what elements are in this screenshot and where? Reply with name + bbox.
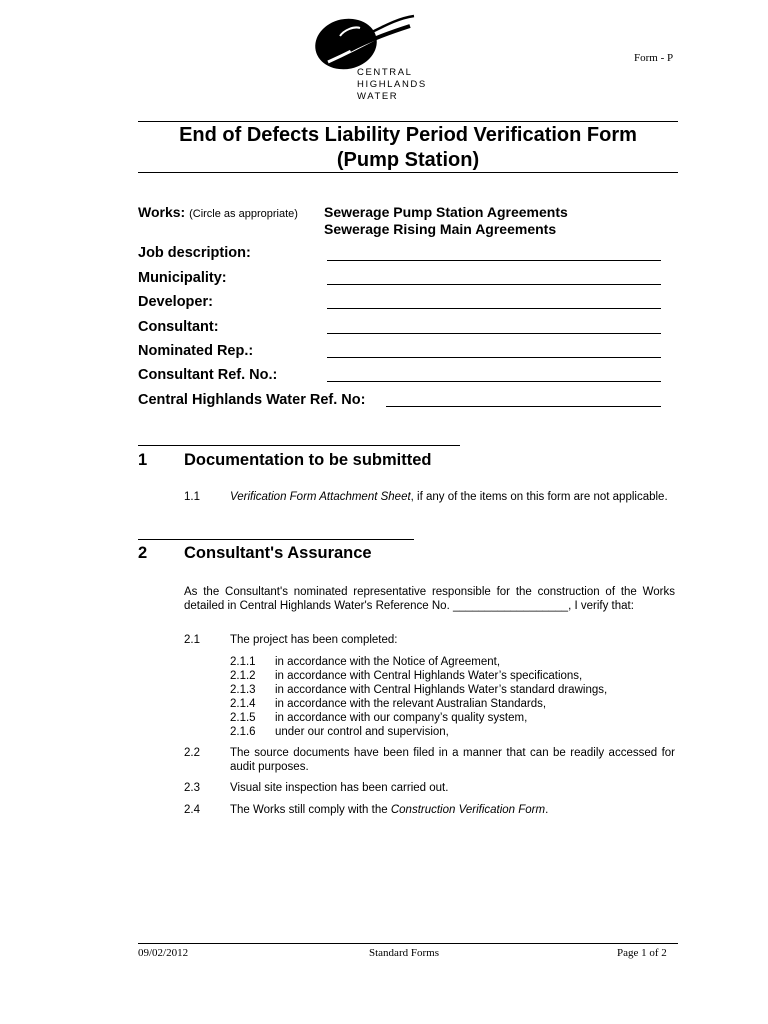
title-top-rule (138, 121, 678, 122)
subitem-2-1-2-text: in accordance with Central Highlands Water’s specifications, (275, 670, 583, 682)
subitem-2-1-4-text: in accordance with the relevant Australian Standards, (275, 698, 547, 710)
footer-title: Standard Forms (369, 947, 439, 959)
form-code: Form - P (634, 52, 674, 64)
subitem-2-1-6-text: under our control and supervision, (275, 726, 449, 738)
section1-number: 1 (138, 451, 148, 469)
consultant-label: Consultant: (138, 319, 219, 335)
item-2-2-number: 2.2 (184, 747, 200, 759)
consultant-field[interactable] (327, 333, 661, 334)
subitem-2-1-3-number: 2.1.3 (230, 684, 256, 696)
section1-rule (138, 445, 460, 446)
item-2-1-number: 2.1 (184, 634, 200, 646)
subitem-2-1-3-text: in accordance with Central Highlands Water’s standard drawings, (275, 684, 608, 696)
municipality-label: Municipality: (138, 270, 227, 286)
footer-rule (138, 943, 678, 944)
item-2-3-number: 2.3 (184, 782, 200, 794)
section1-title: Documentation to be submitted (184, 451, 432, 469)
item-1-1-number: 1.1 (184, 491, 200, 503)
developer-field[interactable] (327, 308, 661, 309)
item-2-4-number: 2.4 (184, 804, 200, 816)
section2-rule (138, 539, 414, 540)
page-title: End of Defects Liability Period Verification Form (Pump Station) (179, 124, 637, 171)
job-description-label: Job description: (138, 245, 251, 261)
item-1-1-text: Verification Form Attachment Sheet, if any of the items on this form are not applicable. (230, 491, 668, 503)
subitem-2-1-5-number: 2.1.5 (230, 712, 256, 724)
section2-title: Consultant's Assurance (184, 544, 372, 562)
item-2-4-text: The Works still comply with the Construction Verification Form. (230, 804, 549, 816)
chw-ref-label: Central Highlands Water Ref. No: (138, 392, 366, 408)
consultant-ref-label: Consultant Ref. No.: (138, 367, 278, 383)
consultant-ref-field[interactable] (327, 381, 661, 382)
chw-ref-field[interactable] (386, 406, 661, 407)
item-2-1-text: The project has been completed: (230, 634, 398, 646)
works-option-rising-main[interactable]: Sewerage Rising Main Agreements (324, 221, 557, 237)
subitem-2-1-4-number: 2.1.4 (230, 698, 256, 710)
municipality-field[interactable] (327, 284, 661, 285)
subitem-2-1-1-text: in accordance with the Notice of Agreement, (275, 656, 501, 668)
works-option-pump-station[interactable]: Sewerage Pump Station Agreements (324, 204, 568, 220)
nominated-rep-field[interactable] (327, 357, 661, 358)
job-description-field[interactable] (327, 260, 661, 261)
item-2-2-text: The source documents have been filed in a manner that can be readily accessed for audit purposes. (230, 747, 675, 773)
nominated-rep-label: Nominated Rep.: (138, 343, 254, 359)
title-bottom-rule (138, 172, 678, 173)
logo-wordmark: CENTRAL HIGHLANDS WATER (357, 67, 427, 102)
developer-label: Developer: (138, 294, 213, 310)
section2-intro: As the Consultant's nominated representative responsible for the construction of the Works detailed in Central Highlands Water's Reference No. __________________, I verify that: (184, 586, 675, 612)
item-2-3-text: Visual site inspection has been carried out. (230, 782, 449, 794)
footer-date: 09/02/2012 (138, 947, 189, 959)
works-note: (Circle as appropriate) (189, 208, 298, 220)
section2-number: 2 (138, 544, 148, 562)
subitem-2-1-5-text: in accordance with our company’s quality system, (275, 712, 528, 724)
subitem-2-1-6-number: 2.1.6 (230, 726, 256, 738)
footer-page-number: Page 1 of 2 (617, 947, 667, 959)
subitem-2-1-1-number: 2.1.1 (230, 656, 256, 668)
subitem-2-1-2-number: 2.1.2 (230, 670, 256, 682)
works-label: Works: (Circle as appropriate) (138, 204, 298, 220)
